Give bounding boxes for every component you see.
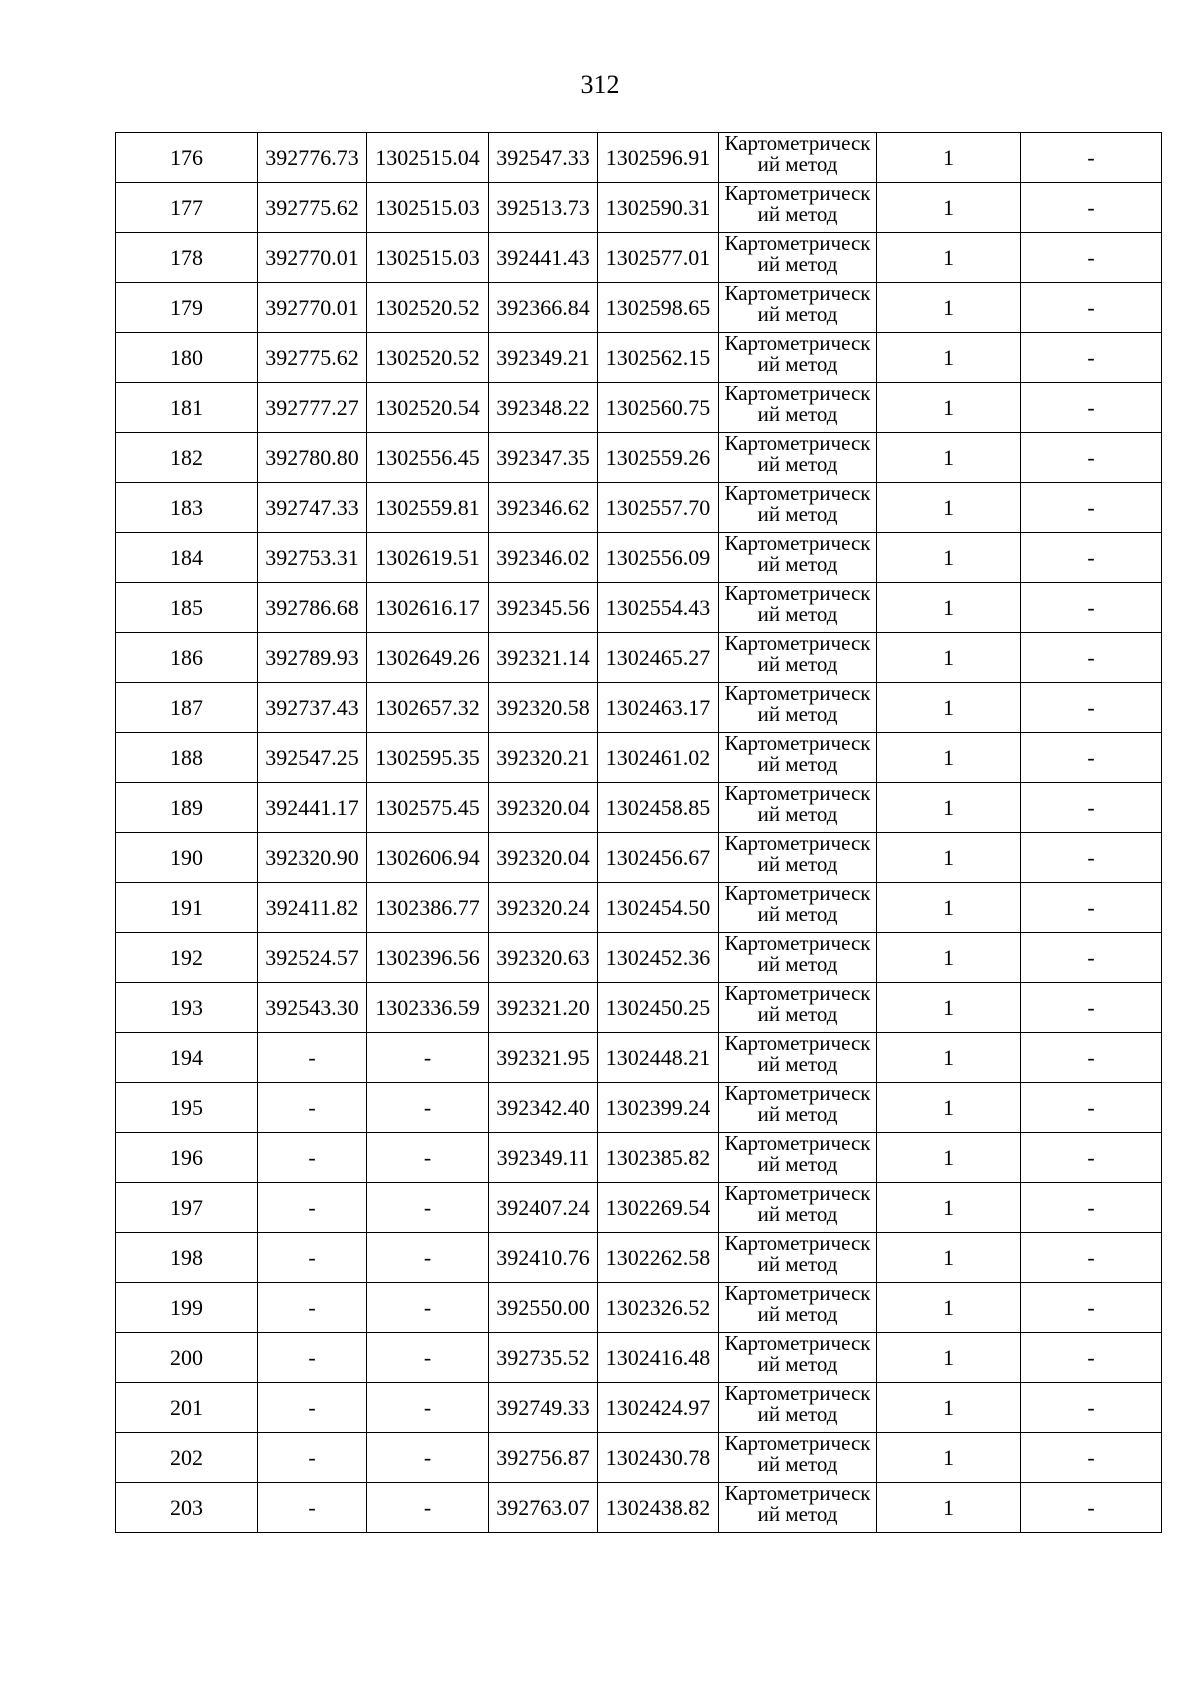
point-number-cell: 184 — [116, 533, 258, 583]
accuracy-cell: 1 — [877, 1233, 1021, 1283]
accuracy-cell: 1 — [877, 683, 1021, 733]
existing-x-cell: 392547.25 — [258, 733, 367, 783]
accuracy-cell: 1 — [877, 633, 1021, 683]
note-cell: - — [1021, 483, 1162, 533]
new-y-cell: 1302450.25 — [598, 983, 719, 1033]
existing-x-cell: 392737.43 — [258, 683, 367, 733]
new-y-cell: 1302463.17 — [598, 683, 719, 733]
point-number-cell: 182 — [116, 433, 258, 483]
new-y-cell: 1302554.43 — [598, 583, 719, 633]
new-y-cell: 1302424.97 — [598, 1383, 719, 1433]
table-row — [116, 1383, 1162, 1433]
point-number-cell: 190 — [116, 833, 258, 883]
note-cell: - — [1021, 883, 1162, 933]
method-text: Картометрический метод — [724, 1233, 871, 1276]
method-text: Картометрический метод — [724, 383, 871, 426]
method-text: Картометрический метод — [724, 133, 871, 176]
existing-x-cell: 392411.82 — [258, 883, 367, 933]
accuracy-cell: 1 — [877, 1083, 1021, 1133]
accuracy-cell: 1 — [877, 433, 1021, 483]
new-y-cell: 1302557.70 — [598, 483, 719, 533]
point-number-cell: 183 — [116, 483, 258, 533]
accuracy-cell: 1 — [877, 1333, 1021, 1383]
new-x-cell: 392513.73 — [489, 183, 598, 233]
existing-x-cell: - — [258, 1183, 367, 1233]
existing-x-cell: 392776.73 — [258, 133, 367, 183]
point-number-cell: 202 — [116, 1433, 258, 1483]
existing-x-cell: 392789.93 — [258, 633, 367, 683]
note-cell: - — [1021, 933, 1162, 983]
new-y-cell: 1302416.48 — [598, 1333, 719, 1383]
note-cell: - — [1021, 1033, 1162, 1083]
method-text: Картометрический метод — [724, 1083, 871, 1126]
note-cell: - — [1021, 533, 1162, 583]
existing-x-cell: - — [258, 1233, 367, 1283]
new-y-cell: 1302458.85 — [598, 783, 719, 833]
existing-x-cell: - — [258, 1283, 367, 1333]
existing-x-cell: 392747.33 — [258, 483, 367, 533]
accuracy-cell: 1 — [877, 1033, 1021, 1083]
method-text: Картометрический метод — [724, 283, 871, 326]
new-y-cell: 1302269.54 — [598, 1183, 719, 1233]
existing-x-cell: - — [258, 1433, 367, 1483]
method-cell — [719, 733, 877, 783]
note-cell: - — [1021, 983, 1162, 1033]
note-cell: - — [1021, 733, 1162, 783]
new-y-cell: 1302465.27 — [598, 633, 719, 683]
table-row — [116, 1333, 1162, 1383]
existing-y-cell: 1302606.94 — [367, 833, 489, 883]
new-x-cell: 392763.07 — [489, 1483, 598, 1533]
page-number: 312 — [580, 70, 620, 99]
point-number-cell: 195 — [116, 1083, 258, 1133]
note-cell: - — [1021, 783, 1162, 833]
accuracy-cell: 1 — [877, 983, 1021, 1033]
new-y-cell: 1302559.26 — [598, 433, 719, 483]
new-y-cell: 1302452.36 — [598, 933, 719, 983]
accuracy-cell: 1 — [877, 533, 1021, 583]
table-row — [116, 683, 1162, 733]
method-cell — [719, 1083, 877, 1133]
existing-y-cell: - — [367, 1033, 489, 1083]
method-cell — [719, 1433, 877, 1483]
note-cell: - — [1021, 683, 1162, 733]
method-cell — [719, 333, 877, 383]
existing-y-cell: 1302556.45 — [367, 433, 489, 483]
point-number-cell: 203 — [116, 1483, 258, 1533]
point-number-cell: 197 — [116, 1183, 258, 1233]
table-row — [116, 1433, 1162, 1483]
new-x-cell: 392345.56 — [489, 583, 598, 633]
new-y-cell: 1302385.82 — [598, 1133, 719, 1183]
note-cell: - — [1021, 633, 1162, 683]
table-row — [116, 483, 1162, 533]
method-text: Картометрический метод — [724, 1483, 871, 1526]
method-text: Картометрический метод — [724, 1383, 871, 1426]
note-cell: - — [1021, 333, 1162, 383]
new-y-cell: 1302399.24 — [598, 1083, 719, 1133]
existing-y-cell: 1302336.59 — [367, 983, 489, 1033]
table-row — [116, 1483, 1162, 1533]
existing-y-cell: 1302616.17 — [367, 583, 489, 633]
method-cell — [719, 533, 877, 583]
existing-y-cell: 1302386.77 — [367, 883, 489, 933]
point-number-cell: 200 — [116, 1333, 258, 1383]
method-text: Картометрический метод — [724, 733, 871, 776]
point-number-cell: 193 — [116, 983, 258, 1033]
method-text: Картометрический метод — [724, 783, 871, 826]
new-y-cell: 1302326.52 — [598, 1283, 719, 1333]
note-cell: - — [1021, 1183, 1162, 1233]
existing-y-cell: 1302595.35 — [367, 733, 489, 783]
table-row — [116, 333, 1162, 383]
new-x-cell: 392321.95 — [489, 1033, 598, 1083]
existing-y-cell: 1302657.32 — [367, 683, 489, 733]
accuracy-cell: 1 — [877, 883, 1021, 933]
method-cell — [719, 583, 877, 633]
new-y-cell: 1302448.21 — [598, 1033, 719, 1083]
note-cell: - — [1021, 233, 1162, 283]
table-row — [116, 433, 1162, 483]
new-x-cell: 392320.04 — [489, 833, 598, 883]
new-y-cell: 1302598.65 — [598, 283, 719, 333]
table-row — [116, 1183, 1162, 1233]
new-y-cell: 1302596.91 — [598, 133, 719, 183]
accuracy-cell: 1 — [877, 733, 1021, 783]
method-text: Картометрический метод — [724, 1183, 871, 1226]
method-cell — [719, 483, 877, 533]
point-number-cell: 198 — [116, 1233, 258, 1283]
method-text: Картометрический метод — [724, 1433, 871, 1476]
existing-x-cell: 392786.68 — [258, 583, 367, 633]
existing-x-cell: 392777.27 — [258, 383, 367, 433]
point-number-cell: 176 — [116, 133, 258, 183]
new-x-cell: 392756.87 — [489, 1433, 598, 1483]
new-x-cell: 392547.33 — [489, 133, 598, 183]
new-x-cell: 392320.21 — [489, 733, 598, 783]
method-cell — [719, 283, 877, 333]
existing-x-cell: - — [258, 1333, 367, 1383]
existing-x-cell: - — [258, 1483, 367, 1533]
table-body — [116, 133, 1162, 1533]
point-number-cell: 178 — [116, 233, 258, 283]
method-cell — [719, 183, 877, 233]
accuracy-cell: 1 — [877, 1383, 1021, 1433]
method-text: Картометрический метод — [724, 233, 871, 276]
existing-y-cell: 1302520.52 — [367, 333, 489, 383]
accuracy-cell: 1 — [877, 183, 1021, 233]
new-x-cell: 392321.20 — [489, 983, 598, 1033]
accuracy-cell: 1 — [877, 1283, 1021, 1333]
new-x-cell: 392320.24 — [489, 883, 598, 933]
note-cell: - — [1021, 1283, 1162, 1333]
accuracy-cell: 1 — [877, 133, 1021, 183]
accuracy-cell: 1 — [877, 1433, 1021, 1483]
table-row — [116, 1033, 1162, 1083]
point-number-cell: 192 — [116, 933, 258, 983]
existing-x-cell: - — [258, 1383, 367, 1433]
note-cell: - — [1021, 383, 1162, 433]
accuracy-cell: 1 — [877, 1483, 1021, 1533]
method-cell — [719, 783, 877, 833]
method-cell — [719, 233, 877, 283]
table-row — [116, 933, 1162, 983]
method-text: Картометрический метод — [724, 483, 871, 526]
new-y-cell: 1302577.01 — [598, 233, 719, 283]
point-number-cell: 201 — [116, 1383, 258, 1433]
point-number-cell: 196 — [116, 1133, 258, 1183]
accuracy-cell: 1 — [877, 933, 1021, 983]
method-cell — [719, 383, 877, 433]
accuracy-cell: 1 — [877, 1183, 1021, 1233]
existing-y-cell: - — [367, 1083, 489, 1133]
new-x-cell: 392349.11 — [489, 1133, 598, 1183]
existing-x-cell: 392775.62 — [258, 183, 367, 233]
existing-x-cell: 392780.80 — [258, 433, 367, 483]
accuracy-cell: 1 — [877, 1133, 1021, 1183]
method-cell — [719, 1183, 877, 1233]
accuracy-cell: 1 — [877, 783, 1021, 833]
method-text: Картометрический метод — [724, 433, 871, 476]
note-cell: - — [1021, 183, 1162, 233]
accuracy-cell: 1 — [877, 233, 1021, 283]
existing-y-cell: 1302649.26 — [367, 633, 489, 683]
method-text: Картометрический метод — [724, 933, 871, 976]
accuracy-cell: 1 — [877, 583, 1021, 633]
method-cell — [719, 133, 877, 183]
new-y-cell: 1302562.15 — [598, 333, 719, 383]
existing-y-cell: 1302619.51 — [367, 533, 489, 583]
note-cell: - — [1021, 133, 1162, 183]
new-y-cell: 1302262.58 — [598, 1233, 719, 1283]
point-number-cell: 188 — [116, 733, 258, 783]
new-x-cell: 392550.00 — [489, 1283, 598, 1333]
existing-x-cell: - — [258, 1083, 367, 1133]
method-cell — [719, 933, 877, 983]
accuracy-cell: 1 — [877, 483, 1021, 533]
method-text: Картометрический метод — [724, 533, 871, 576]
point-number-cell: 185 — [116, 583, 258, 633]
method-text: Картометрический метод — [724, 883, 871, 926]
table-row — [116, 783, 1162, 833]
method-text: Картометрический метод — [724, 833, 871, 876]
method-text: Картометрический метод — [724, 1033, 871, 1076]
note-cell: - — [1021, 1083, 1162, 1133]
accuracy-cell: 1 — [877, 333, 1021, 383]
existing-x-cell: 392543.30 — [258, 983, 367, 1033]
method-cell — [719, 1033, 877, 1083]
existing-y-cell: - — [367, 1183, 489, 1233]
table-row — [116, 183, 1162, 233]
existing-y-cell: 1302559.81 — [367, 483, 489, 533]
new-x-cell: 392320.58 — [489, 683, 598, 733]
note-cell: - — [1021, 283, 1162, 333]
existing-y-cell: - — [367, 1383, 489, 1433]
existing-y-cell: - — [367, 1333, 489, 1383]
note-cell: - — [1021, 1233, 1162, 1283]
new-y-cell: 1302454.50 — [598, 883, 719, 933]
table-row — [116, 583, 1162, 633]
new-x-cell: 392320.04 — [489, 783, 598, 833]
existing-x-cell: - — [258, 1033, 367, 1083]
table-row — [116, 233, 1162, 283]
new-x-cell: 392320.63 — [489, 933, 598, 983]
method-text: Картометрический метод — [724, 683, 871, 726]
new-y-cell: 1302590.31 — [598, 183, 719, 233]
existing-y-cell: 1302515.03 — [367, 233, 489, 283]
table-row — [116, 1083, 1162, 1133]
existing-x-cell: 392775.62 — [258, 333, 367, 383]
point-number-cell: 189 — [116, 783, 258, 833]
method-cell — [719, 433, 877, 483]
existing-y-cell: 1302520.52 — [367, 283, 489, 333]
note-cell: - — [1021, 583, 1162, 633]
new-y-cell: 1302430.78 — [598, 1433, 719, 1483]
existing-x-cell: 392320.90 — [258, 833, 367, 883]
existing-y-cell: 1302520.54 — [367, 383, 489, 433]
existing-y-cell: 1302515.04 — [367, 133, 489, 183]
accuracy-cell: 1 — [877, 383, 1021, 433]
new-x-cell: 392346.02 — [489, 533, 598, 583]
method-cell — [719, 1383, 877, 1433]
existing-x-cell: - — [258, 1133, 367, 1183]
new-x-cell: 392346.62 — [489, 483, 598, 533]
method-text: Картометрический метод — [724, 583, 871, 626]
existing-x-cell: 392441.17 — [258, 783, 367, 833]
point-number-cell: 194 — [116, 1033, 258, 1083]
table-row — [116, 1133, 1162, 1183]
method-text: Картометрический метод — [724, 1133, 871, 1176]
new-x-cell: 392749.33 — [489, 1383, 598, 1433]
new-y-cell: 1302556.09 — [598, 533, 719, 583]
new-x-cell: 392348.22 — [489, 383, 598, 433]
table-row — [116, 283, 1162, 333]
table-row — [116, 883, 1162, 933]
method-cell — [719, 1133, 877, 1183]
existing-y-cell: - — [367, 1483, 489, 1533]
point-number-cell: 180 — [116, 333, 258, 383]
note-cell: - — [1021, 1433, 1162, 1483]
note-cell: - — [1021, 833, 1162, 883]
point-number-cell: 187 — [116, 683, 258, 733]
new-x-cell: 392347.35 — [489, 433, 598, 483]
existing-y-cell: - — [367, 1133, 489, 1183]
new-x-cell: 392441.43 — [489, 233, 598, 283]
table-row — [116, 533, 1162, 583]
method-text: Картометрический метод — [724, 1333, 871, 1376]
new-x-cell: 392342.40 — [489, 1083, 598, 1133]
table-row — [116, 133, 1162, 183]
note-cell: - — [1021, 433, 1162, 483]
table-row — [116, 983, 1162, 1033]
method-text: Картометрический метод — [724, 1283, 871, 1326]
method-cell — [719, 1333, 877, 1383]
new-y-cell: 1302438.82 — [598, 1483, 719, 1533]
method-cell — [719, 683, 877, 733]
existing-y-cell: - — [367, 1283, 489, 1333]
table-row — [116, 833, 1162, 883]
existing-x-cell: 392753.31 — [258, 533, 367, 583]
coordinates-table — [115, 132, 1162, 1533]
new-y-cell: 1302461.02 — [598, 733, 719, 783]
method-cell — [719, 1483, 877, 1533]
method-cell — [719, 883, 877, 933]
method-text: Картометрический метод — [724, 633, 871, 676]
method-cell — [719, 983, 877, 1033]
table-row — [116, 1283, 1162, 1333]
accuracy-cell: 1 — [877, 833, 1021, 883]
method-text: Картометрический метод — [724, 333, 871, 376]
point-number-cell: 191 — [116, 883, 258, 933]
point-number-cell: 199 — [116, 1283, 258, 1333]
existing-x-cell: 392770.01 — [258, 233, 367, 283]
table-row — [116, 633, 1162, 683]
method-cell — [719, 1283, 877, 1333]
method-text: Картометрический метод — [724, 183, 871, 226]
existing-y-cell: - — [367, 1233, 489, 1283]
table-row — [116, 733, 1162, 783]
table-row — [116, 1233, 1162, 1283]
method-cell — [719, 1233, 877, 1283]
new-x-cell: 392407.24 — [489, 1183, 598, 1233]
point-number-cell: 179 — [116, 283, 258, 333]
new-y-cell: 1302560.75 — [598, 383, 719, 433]
existing-y-cell: 1302396.56 — [367, 933, 489, 983]
new-x-cell: 392366.84 — [489, 283, 598, 333]
new-x-cell: 392410.76 — [489, 1233, 598, 1283]
point-number-cell: 181 — [116, 383, 258, 433]
existing-y-cell: - — [367, 1433, 489, 1483]
new-x-cell: 392349.21 — [489, 333, 598, 383]
method-cell — [719, 633, 877, 683]
table-row — [116, 383, 1162, 433]
note-cell: - — [1021, 1333, 1162, 1383]
accuracy-cell: 1 — [877, 283, 1021, 333]
new-x-cell: 392735.52 — [489, 1333, 598, 1383]
existing-x-cell: 392770.01 — [258, 283, 367, 333]
existing-x-cell: 392524.57 — [258, 933, 367, 983]
note-cell: - — [1021, 1133, 1162, 1183]
method-text: Картометрический метод — [724, 983, 871, 1026]
note-cell: - — [1021, 1383, 1162, 1433]
method-cell — [719, 833, 877, 883]
note-cell: - — [1021, 1483, 1162, 1533]
existing-y-cell: 1302575.45 — [367, 783, 489, 833]
new-y-cell: 1302456.67 — [598, 833, 719, 883]
new-x-cell: 392321.14 — [489, 633, 598, 683]
point-number-cell: 186 — [116, 633, 258, 683]
point-number-cell: 177 — [116, 183, 258, 233]
existing-y-cell: 1302515.03 — [367, 183, 489, 233]
